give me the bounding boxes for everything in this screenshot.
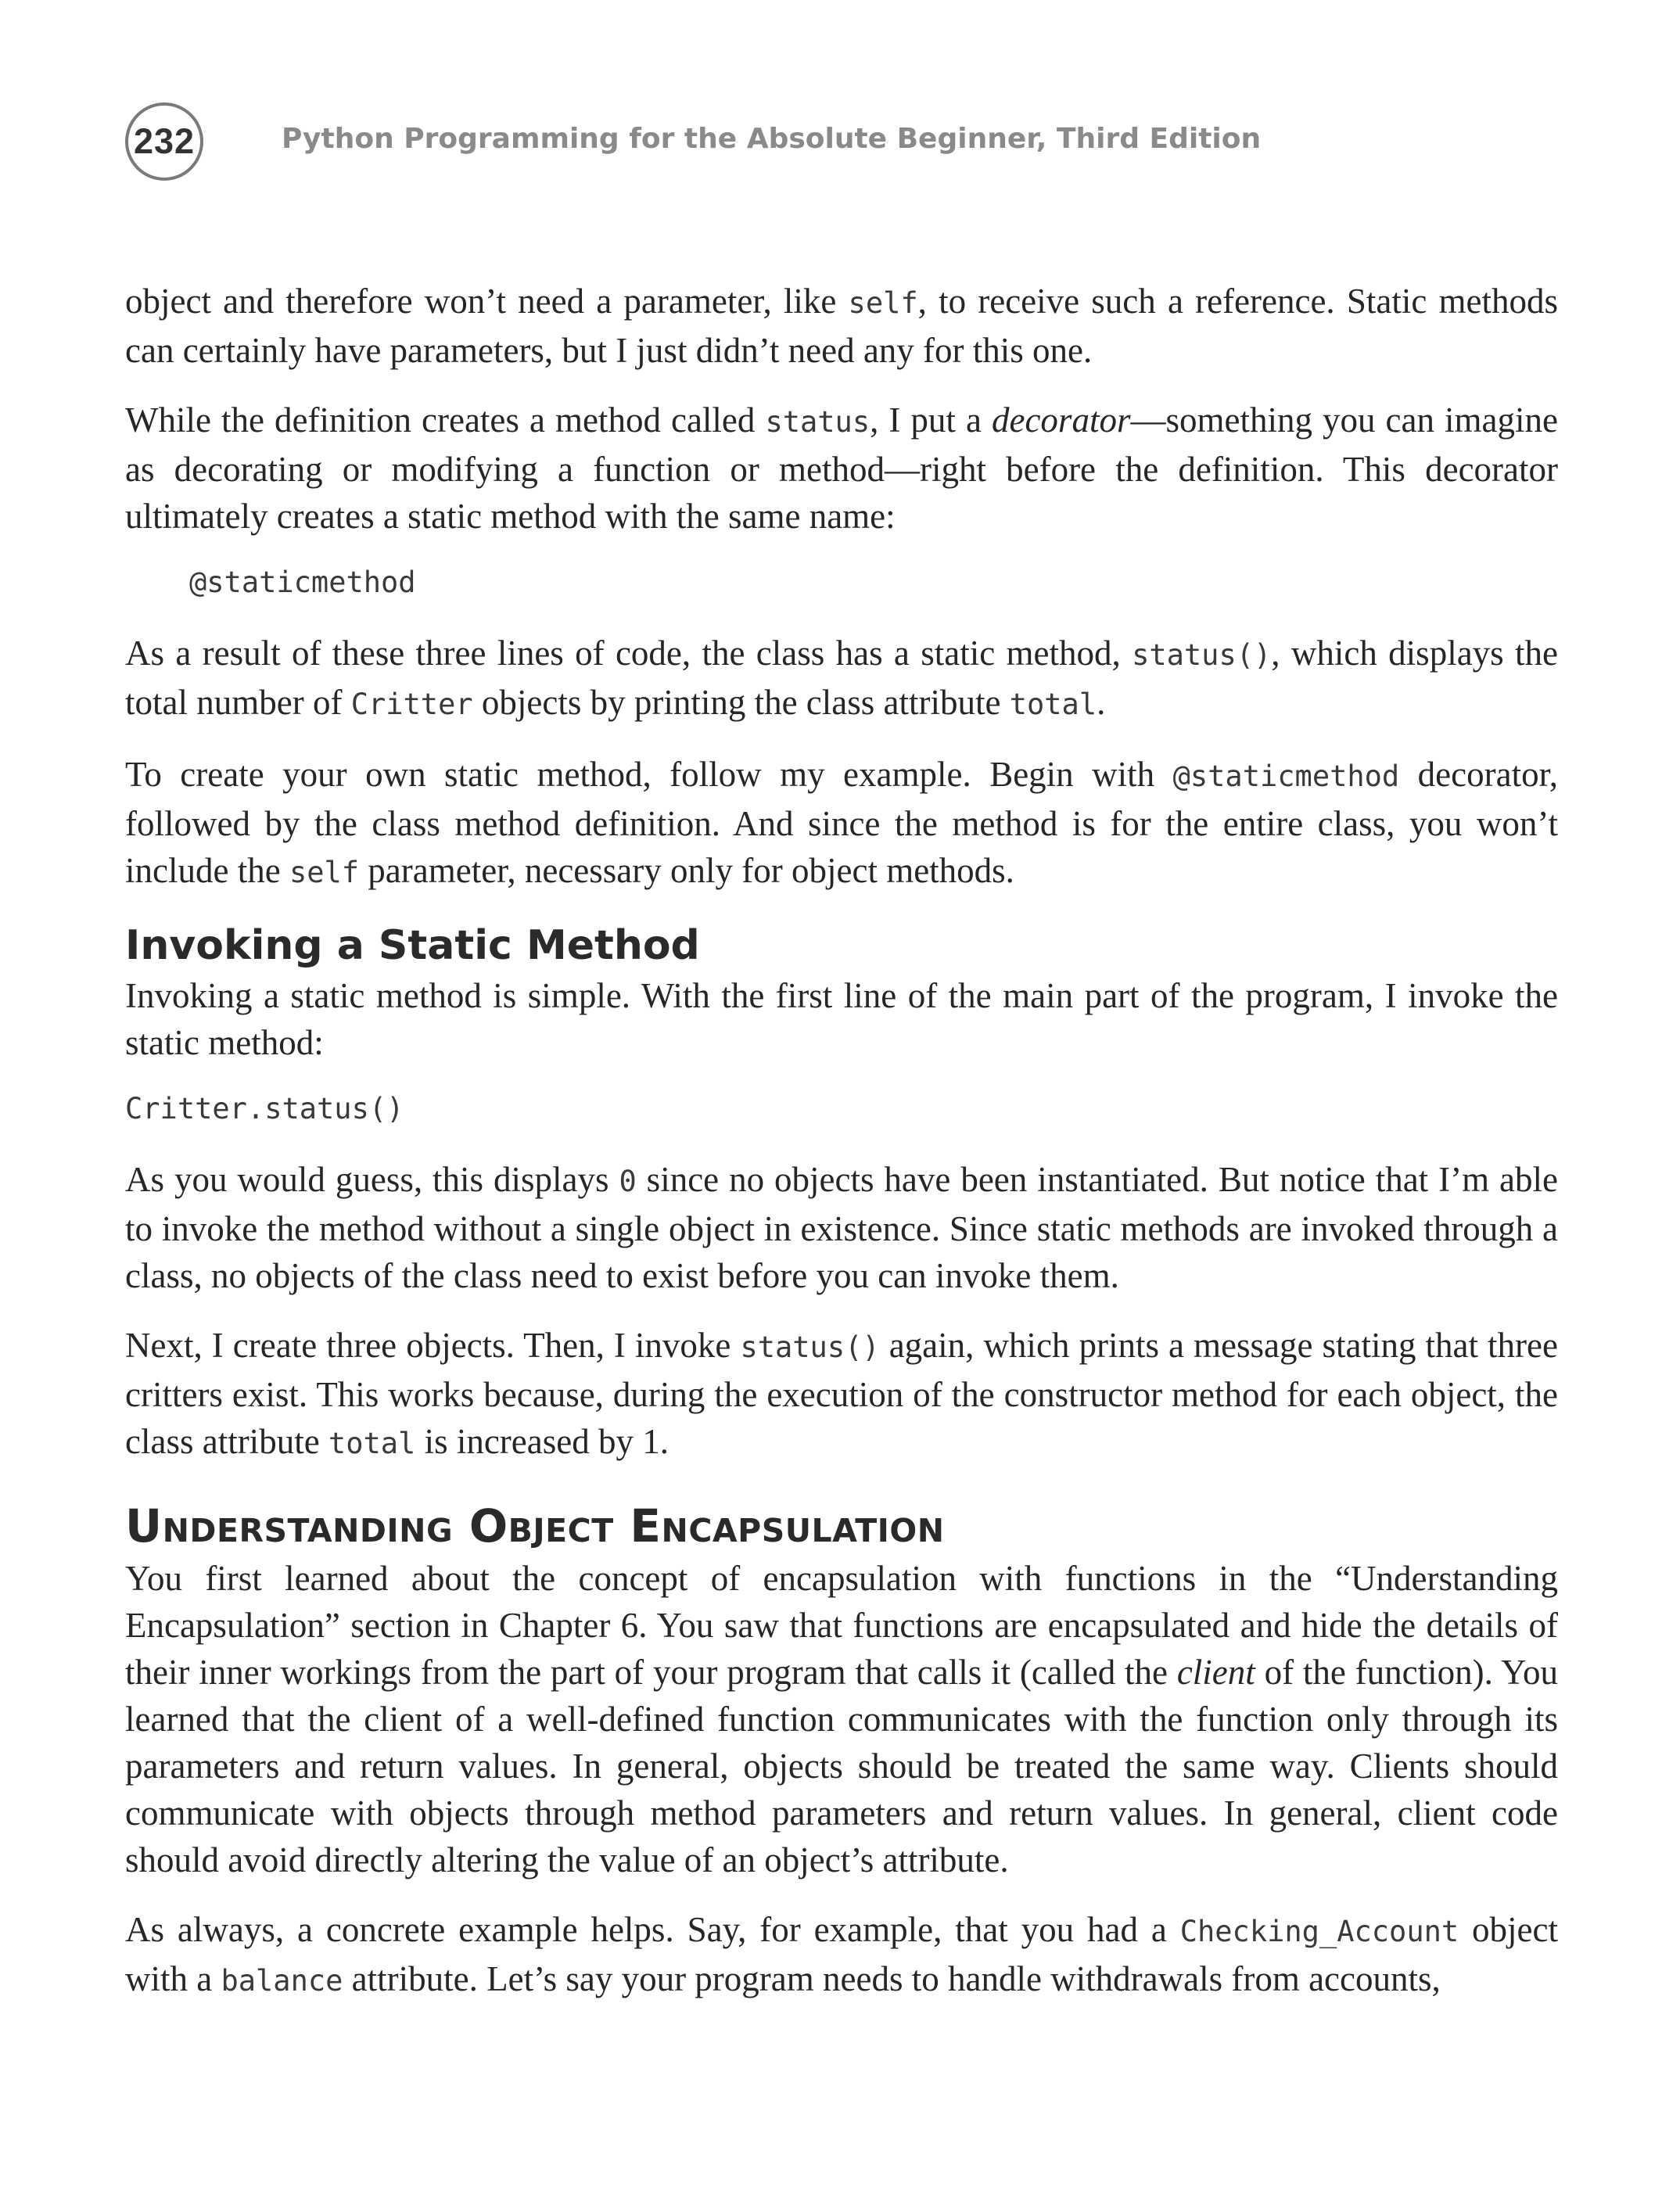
- section-heading-encapsulation: Understanding Object Encapsulation: [125, 1499, 945, 1553]
- paragraph-guess: [125, 1156, 1558, 1299]
- paragraph-example: [125, 1906, 1558, 2005]
- inline-code: balance: [221, 1964, 343, 1998]
- text: Next, I create three objects. Then, I invoke: [125, 1326, 741, 1365]
- text: , I put a: [870, 400, 992, 440]
- paragraph-invoking: [125, 972, 1558, 1066]
- inline-code: 0: [619, 1165, 637, 1198]
- inline-code: status(): [1132, 638, 1272, 672]
- text: attribute. Let’s say your program needs to handle withdrawals from accounts,: [343, 1959, 1441, 1998]
- emphasis: client: [1176, 1653, 1255, 1692]
- text: , which displays the total number of: [125, 634, 1558, 722]
- text: —something you can imagine as decorating or modifying a function or method—right before the definition. This decorator ultimately creates a static method with the same name:: [125, 400, 1558, 536]
- text: As a result of these three lines of code, the class has a static method,: [125, 634, 1133, 673]
- inline-code: status(): [740, 1330, 880, 1364]
- text: parameter, necessary only for object methods.: [359, 851, 1014, 890]
- text: While the definition creates a method called: [125, 400, 766, 440]
- text: since no objects have been instantiated. But notice that I’m able to invoke the method without a single object in existence. Since static methods are invoked through a class, no objects of the class need to exist before you can invoke them.: [125, 1160, 1558, 1295]
- page-body: [125, 278, 1558, 2027]
- text: You first learned about the concept of encapsulation with functions in the “Understanding Encapsulation” section in Chapter 6. You saw that functions are encapsulated and hide the details of their inner workings from the part of your program that calls it (called the: [125, 1559, 1558, 1692]
- inline-code: @staticmethod: [1172, 759, 1400, 793]
- text: object with a: [125, 1910, 1558, 1998]
- inline-code: total: [328, 1427, 416, 1460]
- subheading-invoking-static-method: Invoking a Static Method: [125, 922, 700, 969]
- paragraph-result: [125, 630, 1558, 728]
- text: , to receive such a reference. Static methods can certainly have parameters, but I just didn’t need any for this one.: [125, 282, 1558, 370]
- text: decorator, followed by the class method definition. And since the method is for the entire class, you won’t include the: [125, 755, 1559, 890]
- paragraph-decorator: [125, 397, 1558, 540]
- text: is increased by 1.: [415, 1422, 669, 1461]
- text: To create your own static method, follow my example. Begin with: [125, 755, 1173, 794]
- text: As always, a concrete example helps. Say, for example, that you had a: [125, 1910, 1180, 1949]
- paragraph-static-method-params: [125, 278, 1558, 374]
- text: again, which prints a message stating that three critters exist. This works because, during the execution of the constructor method for each object, the class attribute: [125, 1326, 1558, 1461]
- inline-code: self: [289, 856, 360, 889]
- text: objects by printing the class attribute: [472, 683, 1010, 722]
- inline-code: Checking_Account: [1179, 1915, 1459, 1948]
- inline-code: self: [848, 286, 918, 320]
- inline-code: Critter: [350, 688, 473, 721]
- paragraph-three-objects: [125, 1322, 1558, 1467]
- running-title: Python Programming for the Absolute Beginner, Third Edition: [282, 123, 1262, 155]
- text: .: [1097, 683, 1106, 722]
- page-header: [125, 102, 1611, 188]
- inline-code: status: [765, 405, 871, 439]
- text: of the function). You learned that the client of a well-defined function communicates with the function only through its parameters and return values. In general, objects should be treated the same way. Clients should communicate with objects through method parameters and return values. In general, client code should avoid directly altering the value of an object’s attribute.: [125, 1653, 1558, 1879]
- inline-code: total: [1009, 688, 1097, 721]
- code-block-staticmethod: @staticmethod: [189, 565, 416, 599]
- text: object and therefore won’t need a parameter, like: [125, 282, 849, 321]
- emphasis: decorator: [991, 400, 1131, 440]
- paragraph-encapsulation: [125, 1555, 1558, 1883]
- code-block-critter-status: Critter.status(): [125, 1092, 404, 1126]
- text: As you would guess, this displays: [125, 1160, 619, 1199]
- page-number: 232: [125, 102, 203, 181]
- paragraph-create-static: [125, 751, 1558, 896]
- text: Invoking a static method is simple. With the first line of the main part of the program, I invoke the static method:: [125, 976, 1558, 1062]
